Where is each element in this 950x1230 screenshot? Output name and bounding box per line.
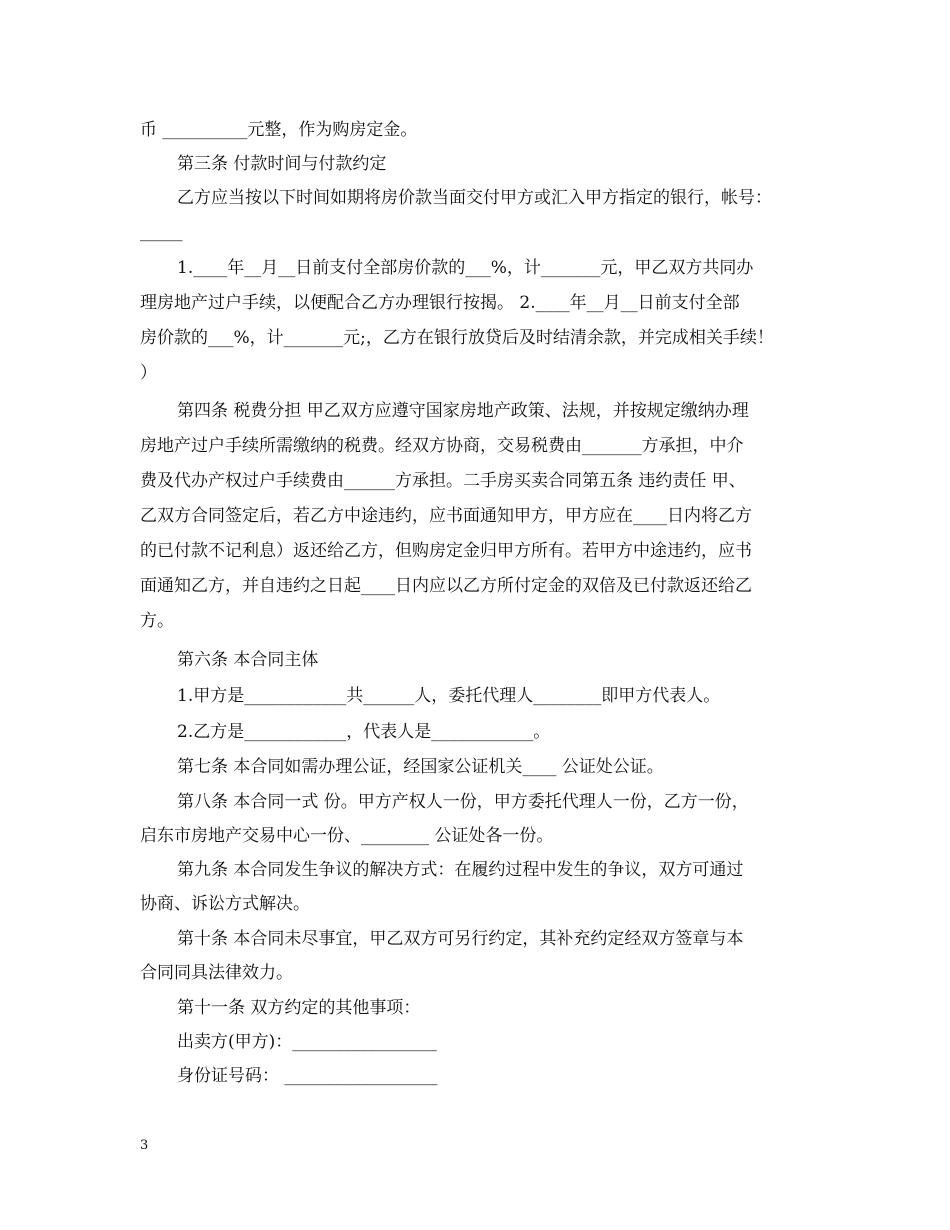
text-line: 第九条 本合同发生争议的解决方式：在履约过程中发生的争议，双方可通过 bbox=[177, 860, 744, 880]
text-line: 身份证号码： __________________ bbox=[177, 1066, 438, 1086]
text-line: ） bbox=[140, 363, 157, 383]
text-line: 的已付款不记利息）返还给乙方，但购房定金归甲方所有。若甲方中途违约，应书 bbox=[140, 541, 752, 561]
text-line: 第十一条 双方约定的其他事项： bbox=[177, 998, 421, 1018]
text-line: 房地产过户手续所需缴纳的税费。经双方协商，交易税费由_______方承担，中介 bbox=[140, 436, 744, 456]
text-line: 方。 bbox=[140, 611, 174, 631]
text-line: 1.____年__月__日前支付全部房价款的___%，计_______元，甲乙双方共同办 bbox=[177, 258, 754, 278]
text-line: 第三条 付款时间与付款约定 bbox=[177, 154, 387, 174]
text-line: 乙双方合同签定后，若乙方中途违约，应书面通知甲方，甲方应在____日内将乙方 bbox=[140, 506, 752, 526]
text-line: 2.乙方是____________，代表人是____________。 bbox=[177, 722, 551, 742]
text-line: 费及代办产权过户手续费由______方承担。二手房买卖合同第五条 违约责任 甲、 bbox=[140, 471, 746, 491]
text-line: 第四条 税费分担 甲乙双方应遵守国家房地产政策、法规，并按规定缴纳办理 bbox=[177, 401, 749, 421]
text-line: 房价款的___%，计_______元;，乙方在银行放贷后及时结清余款，并完成相关手续！ bbox=[140, 328, 774, 348]
text-line: 1.甲方是____________共______人，委托代理人________即甲方代表人。 bbox=[177, 686, 721, 706]
text-line: 协商、诉讼方式解决。 bbox=[140, 894, 310, 914]
text-line: 第六条 本合同主体 bbox=[177, 650, 319, 670]
text-line: 乙方应当按以下时间如期将房价款当面交付甲方或汇入甲方指定的银行，帐号： bbox=[177, 188, 772, 208]
text-line: 理房地产过户手续，以便配合乙方办理银行按揭。 2.____年__月__日前支付全部 bbox=[140, 293, 740, 313]
text-line: 启东市房地产交易中心一份、________ 公证处各一份。 bbox=[140, 826, 554, 846]
text-line: 合同同具法律效力。 bbox=[140, 963, 293, 983]
text-line: 币 __________元整，作为购房定金。 bbox=[140, 120, 418, 140]
text-line: _____ bbox=[140, 222, 183, 242]
text-line: 出卖方(甲方)：_________________ bbox=[177, 1032, 437, 1052]
text-line: 第十条 本合同未尽事宜，甲乙双方可另行约定，其补充约定经双方签章与本 bbox=[177, 929, 744, 949]
page-number: 3 bbox=[140, 1138, 149, 1153]
text-line: 面通知乙方，并自违约之日起____日内应以乙方所付定金的双倍及已付款返还给乙 bbox=[140, 576, 752, 596]
text-line: 第八条 本合同一式 份。甲方产权人一份，甲方委托代理人一份，乙方一份， bbox=[177, 792, 749, 812]
text-line: 第七条 本合同如需办理公证，经国家公证机关____ 公证处公证。 bbox=[177, 757, 664, 777]
